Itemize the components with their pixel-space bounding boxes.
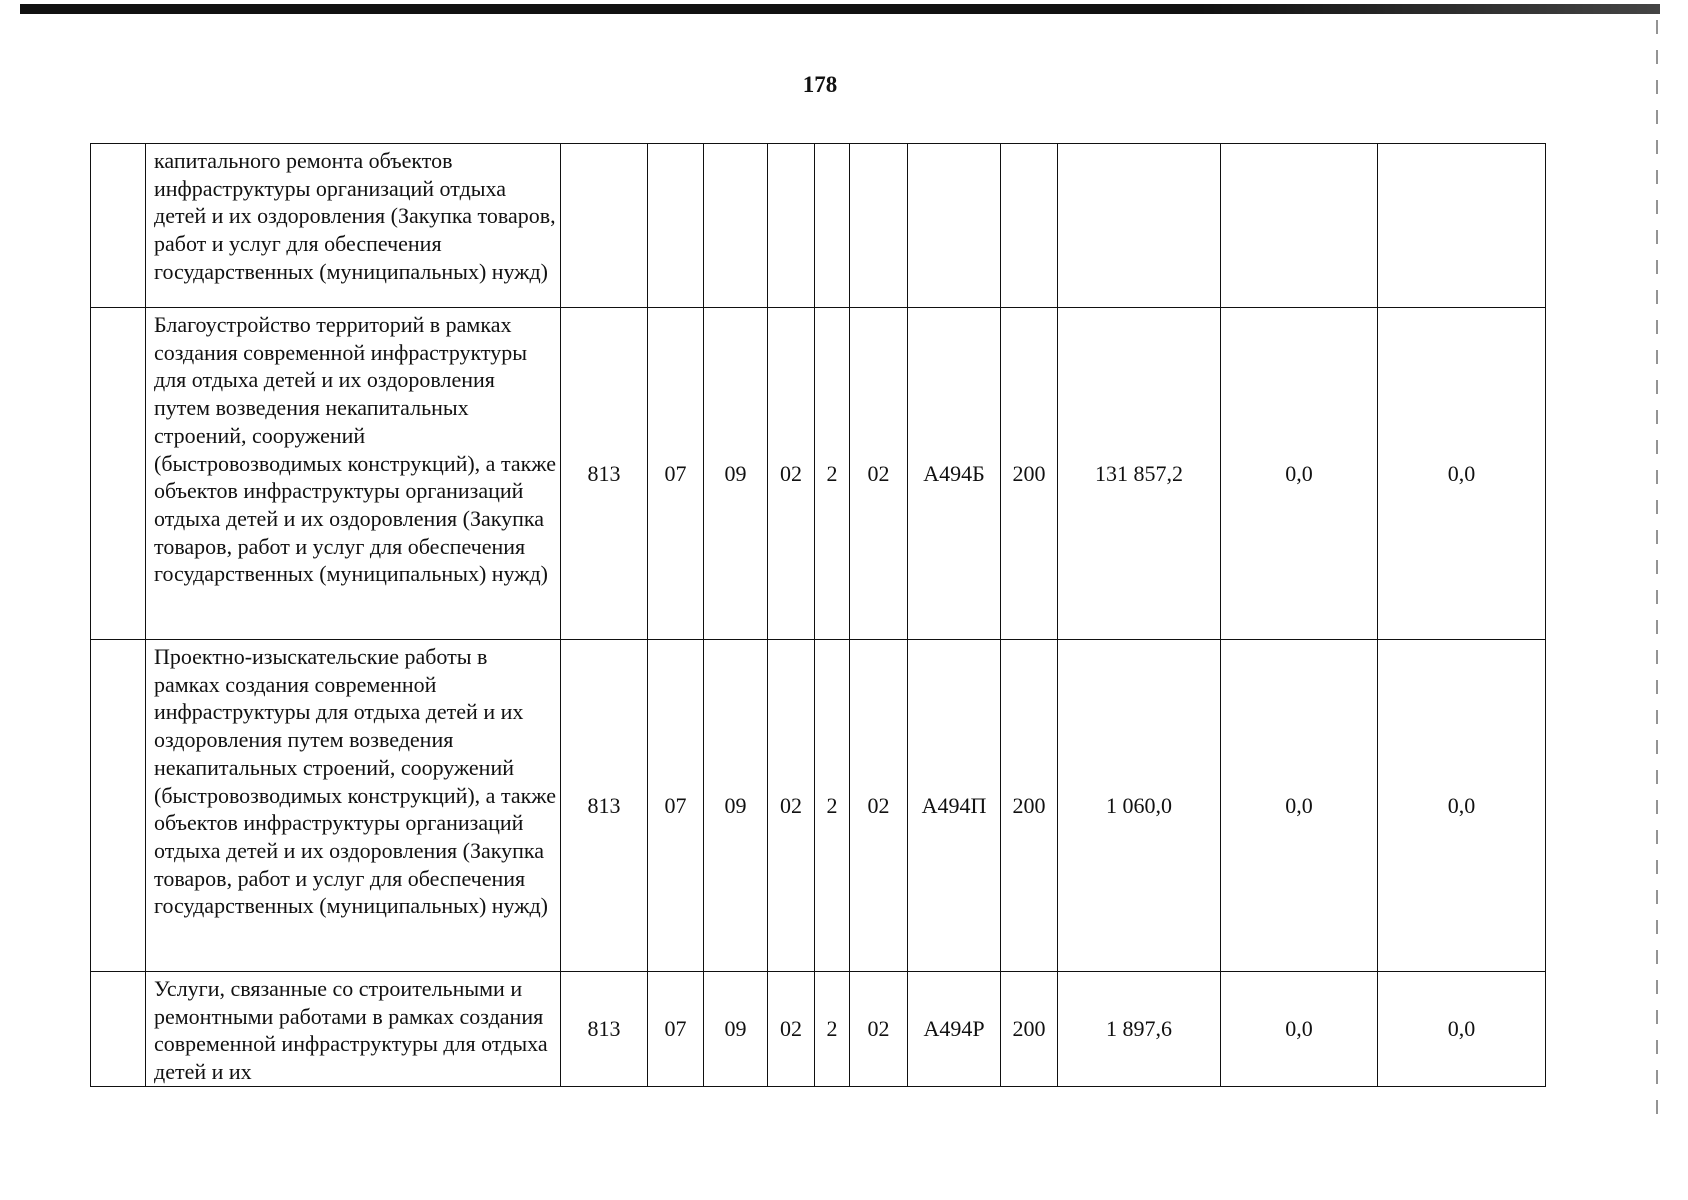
page-number: 178 [802, 72, 838, 97]
row-number-cell [91, 640, 146, 972]
section-cell: 07 [648, 640, 704, 972]
amount-2-cell [1221, 144, 1378, 308]
subprogram-cell: 02 [850, 308, 908, 640]
description-cell: Услуги, связанные со строительными и ремонтными работами в рамках создания современной инфраструктуры для отдыха детей и их [146, 972, 561, 1087]
subprogram-type-cell: 2 [815, 972, 850, 1087]
description-cell: Проектно-изыскательские работы в рамках создания современной инфраструктуры для отдыха детей и их оздоровления путем возведения некапитальных строений, сооружений (быстровозводимых конструкций), а также объектов инфраструктуры организаций отдыха детей и их оздоровления (Закупка товаров, работ и услуг для обеспечения государственных (муниципальных) нужд) [146, 640, 561, 972]
table-row [91, 640, 1546, 972]
table-row [91, 972, 1546, 1087]
section-cell: 07 [648, 972, 704, 1087]
direction-cell: А494Б [908, 308, 1001, 640]
amount-2-cell: 0,0 [1221, 640, 1378, 972]
ministry-cell [561, 144, 648, 308]
program-cell: 02 [768, 308, 815, 640]
row-number-cell [91, 972, 146, 1087]
section-cell: 07 [648, 308, 704, 640]
expense-type-cell: 200 [1001, 972, 1058, 1087]
subsection-cell [704, 144, 768, 308]
expense-type-cell: 200 [1001, 308, 1058, 640]
table-row [91, 144, 1546, 308]
amount-3-cell: 0,0 [1378, 308, 1546, 640]
table-row [91, 308, 1546, 640]
subprogram-type-cell: 2 [815, 308, 850, 640]
budget-table [90, 143, 1546, 1087]
description-cell: капитального ремонта объектов инфраструктуры организаций отдыха детей и их оздоровления (Закупка товаров, работ и услуг для обеспечения государственных (муниципальных) нужд) [146, 144, 561, 308]
amount-1-cell: 131 857,2 [1058, 308, 1221, 640]
page-top-border-fade [1200, 4, 1660, 14]
subsection-cell: 09 [704, 972, 768, 1087]
description-cell: Благоустройство территорий в рамках создания современной инфраструктуры для отдыха детей и их оздоровления путем возведения некапитальных строений, сооружений (быстровозводимых конструкций), а также объектов инфраструктуры организаций отдыха детей и их оздоровления (Закупка товаров, работ и услуг для обеспечения государственных (муниципальных) нужд) [146, 308, 561, 640]
ministry-cell: 813 [561, 972, 648, 1087]
direction-cell: А494П [908, 640, 1001, 972]
program-cell: 02 [768, 972, 815, 1087]
page-right-edge [1656, 20, 1658, 1120]
amount-3-cell: 0,0 [1378, 972, 1546, 1087]
subprogram-cell: 02 [850, 972, 908, 1087]
amount-2-cell: 0,0 [1221, 972, 1378, 1087]
amount-3-cell: 0,0 [1378, 640, 1546, 972]
subprogram-cell: 02 [850, 640, 908, 972]
direction-cell: А494Р [908, 972, 1001, 1087]
subsection-cell: 09 [704, 640, 768, 972]
amount-3-cell [1378, 144, 1546, 308]
expense-type-cell [1001, 144, 1058, 308]
section-cell [648, 144, 704, 308]
subprogram-cell [850, 144, 908, 308]
program-cell [768, 144, 815, 308]
row-number-cell [91, 308, 146, 640]
subsection-cell: 09 [704, 308, 768, 640]
amount-1-cell: 1 897,6 [1058, 972, 1221, 1087]
subprogram-type-cell: 2 [815, 640, 850, 972]
amount-2-cell: 0,0 [1221, 308, 1378, 640]
amount-1-cell [1058, 144, 1221, 308]
subprogram-type-cell [815, 144, 850, 308]
ministry-cell: 813 [561, 308, 648, 640]
row-number-cell [91, 144, 146, 308]
expense-type-cell: 200 [1001, 640, 1058, 972]
amount-1-cell: 1 060,0 [1058, 640, 1221, 972]
ministry-cell: 813 [561, 640, 648, 972]
program-cell: 02 [768, 640, 815, 972]
direction-cell [908, 144, 1001, 308]
